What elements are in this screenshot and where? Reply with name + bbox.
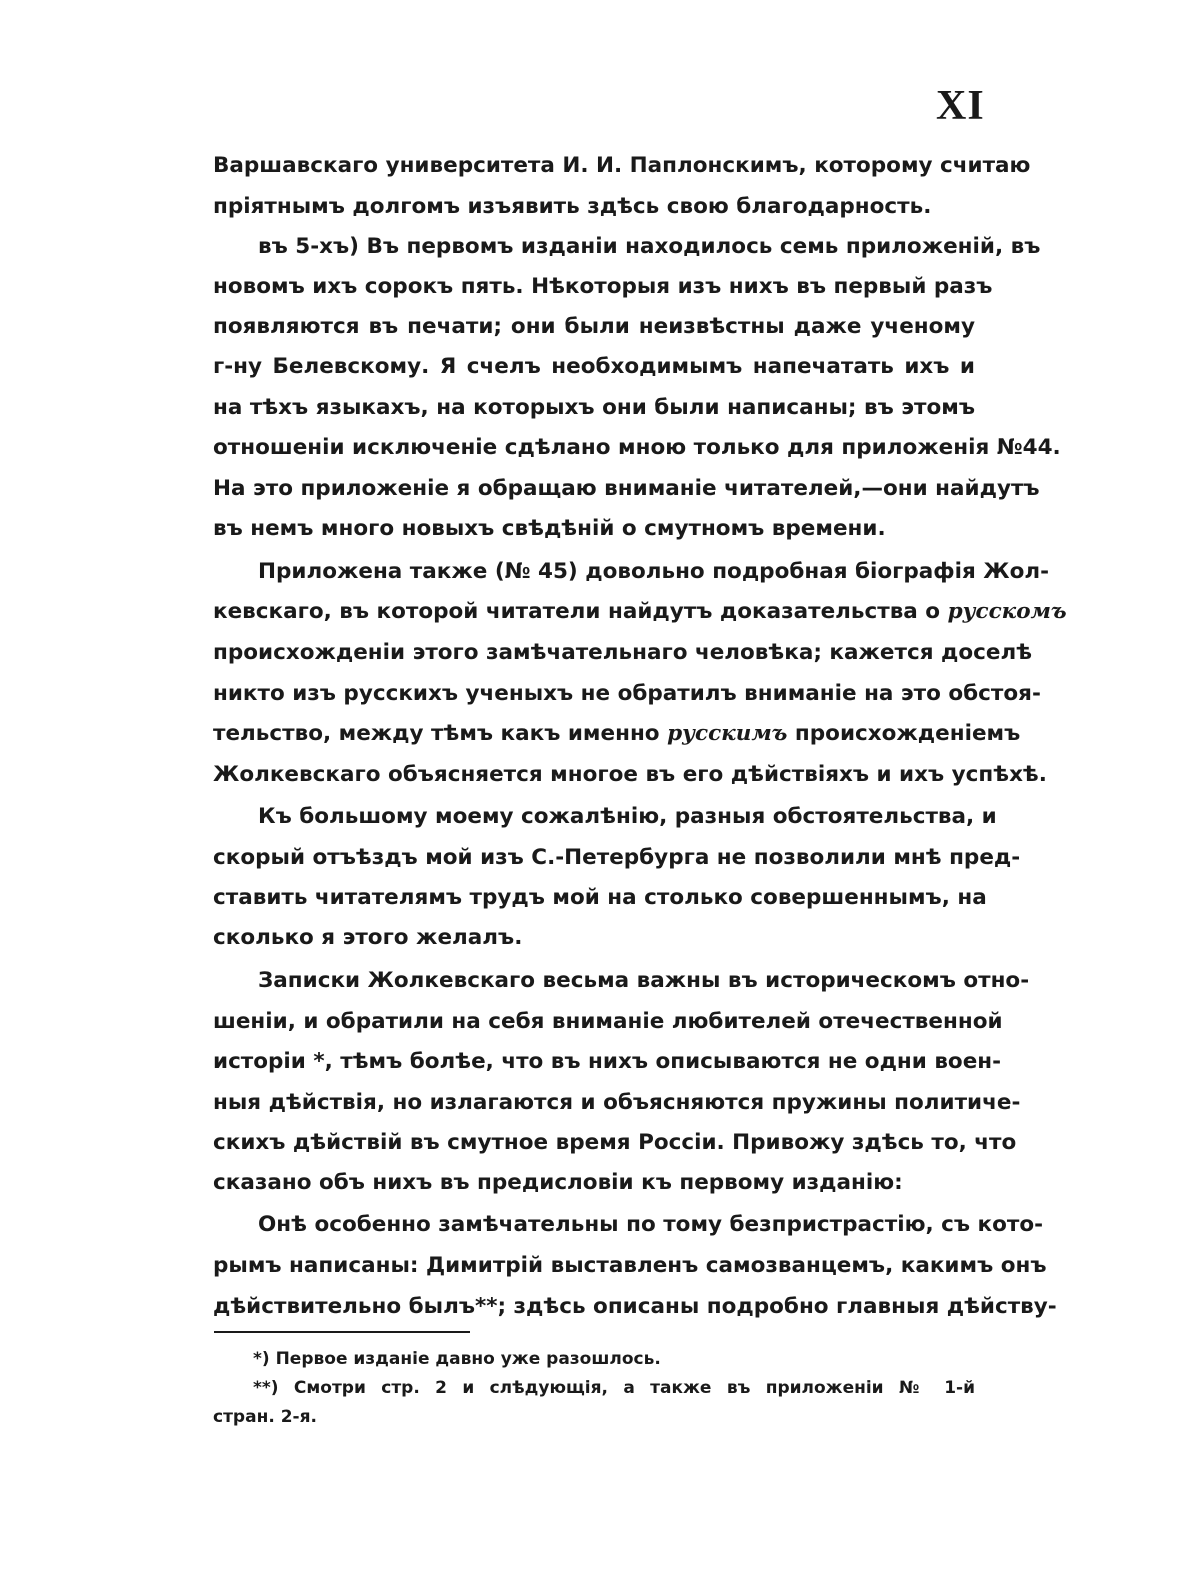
footnote: стран. 2-я.	[213, 1407, 317, 1427]
text-line: дѣйствительно былъ**; здѣсь описаны подробно главныя дѣйству-	[213, 1294, 1057, 1319]
text-line: Приложена также (№ 45) довольно подробная біографія Жол-	[258, 559, 1050, 584]
italic-word: русскомъ	[947, 599, 1067, 624]
text-line: Жолкевскаго объясняется многое въ его дѣйствіяхъ и ихъ успѣхѣ.	[213, 762, 1047, 787]
text-line: Варшавскаго университета И. И. Паплонскимъ, которому считаю	[213, 153, 1031, 178]
text-line: ставить читателямъ трудъ мой на столько совершеннымъ, на	[213, 885, 987, 910]
text-line: рымъ написаны: Димитрій выставленъ самозванцемъ, какимъ онъ	[213, 1253, 1047, 1278]
text-line: происхожденіи этого замѣчательнаго человѣка; кажется доселѣ	[213, 640, 1033, 665]
italic-word: русскимъ	[667, 721, 788, 746]
text-line: Онѣ особенно замѣчательны по тому безпристрастію, съ кото-	[258, 1212, 1044, 1237]
text-line: въ немъ много новыхъ свѣдѣній о смутномъ времени.	[213, 516, 886, 541]
text-line: отношеніи исключеніе сдѣлано мною только для приложенія №44.	[213, 435, 1061, 460]
text-segment: происхожденіемъ	[794, 721, 1021, 746]
text-line: въ 5-хъ) Въ первомъ изданіи находилось семь приложеній, въ	[258, 234, 1041, 259]
text-line: скихъ дѣйствій въ смутное время Россіи. Привожу здѣсь то, что	[213, 1130, 1017, 1155]
text-line: ныя дѣйствія, но излагаются и объясняются пружины политиче-	[213, 1090, 1021, 1115]
text-line	[213, 719, 1021, 749]
text-line: Къ большому моему сожалѣнію, разныя обстоятельства, и	[258, 804, 997, 829]
footnote: *) Первое изданіе давно уже разошлось.	[253, 1349, 661, 1369]
text-line: пріятнымъ долгомъ изъявить здѣсь свою благодарность.	[213, 194, 932, 219]
text-line	[213, 597, 1067, 627]
text-line: исторіи *, тѣмъ болѣе, что въ нихъ описываются не одни воен-	[213, 1049, 1002, 1074]
text-line: шеніи, и обратили на себя вниманіе любителей отечественной	[213, 1009, 1003, 1034]
text-line: сколько я этого желалъ.	[213, 925, 523, 950]
footnote-rule	[214, 1331, 470, 1333]
text-line: появляются въ печати; они были неизвѣстны даже ученому	[213, 314, 975, 339]
text-line: на тѣхъ языкахъ, на которыхъ они были написаны; въ этомъ	[213, 395, 975, 420]
text-line: г-ну Белевскому. Я счелъ необходимымъ напечатать ихъ и	[213, 354, 975, 379]
text-line: На это приложеніе я обращаю вниманіе читателей,—они найдутъ	[213, 476, 1040, 501]
text-segment: тельство, между тѣмъ какъ именно	[213, 721, 660, 746]
footnote: **) Смотри стр. 2 и слѣдующія, а также въ приложеніи № 1-й	[253, 1378, 975, 1398]
text-line: никто изъ русскихъ ученыхъ не обратилъ вниманіе на это обстоя-	[213, 681, 1041, 706]
page-number: XI	[936, 83, 985, 129]
text-segment: кевскаго, въ которой читатели найдутъ доказательства о	[213, 599, 941, 624]
text-line: новомъ ихъ сорокъ пять. Нѣкоторыя изъ нихъ въ первый разъ	[213, 274, 993, 299]
text-line: скорый отъѣздъ мой изъ С.-Петербурга не позволили мнѣ пред-	[213, 845, 1021, 870]
text-line: Записки Жолкевскаго весьма важны въ историческомъ отно-	[258, 968, 1030, 993]
text-line: сказано объ нихъ въ предисловіи къ первому изданію:	[213, 1170, 903, 1195]
